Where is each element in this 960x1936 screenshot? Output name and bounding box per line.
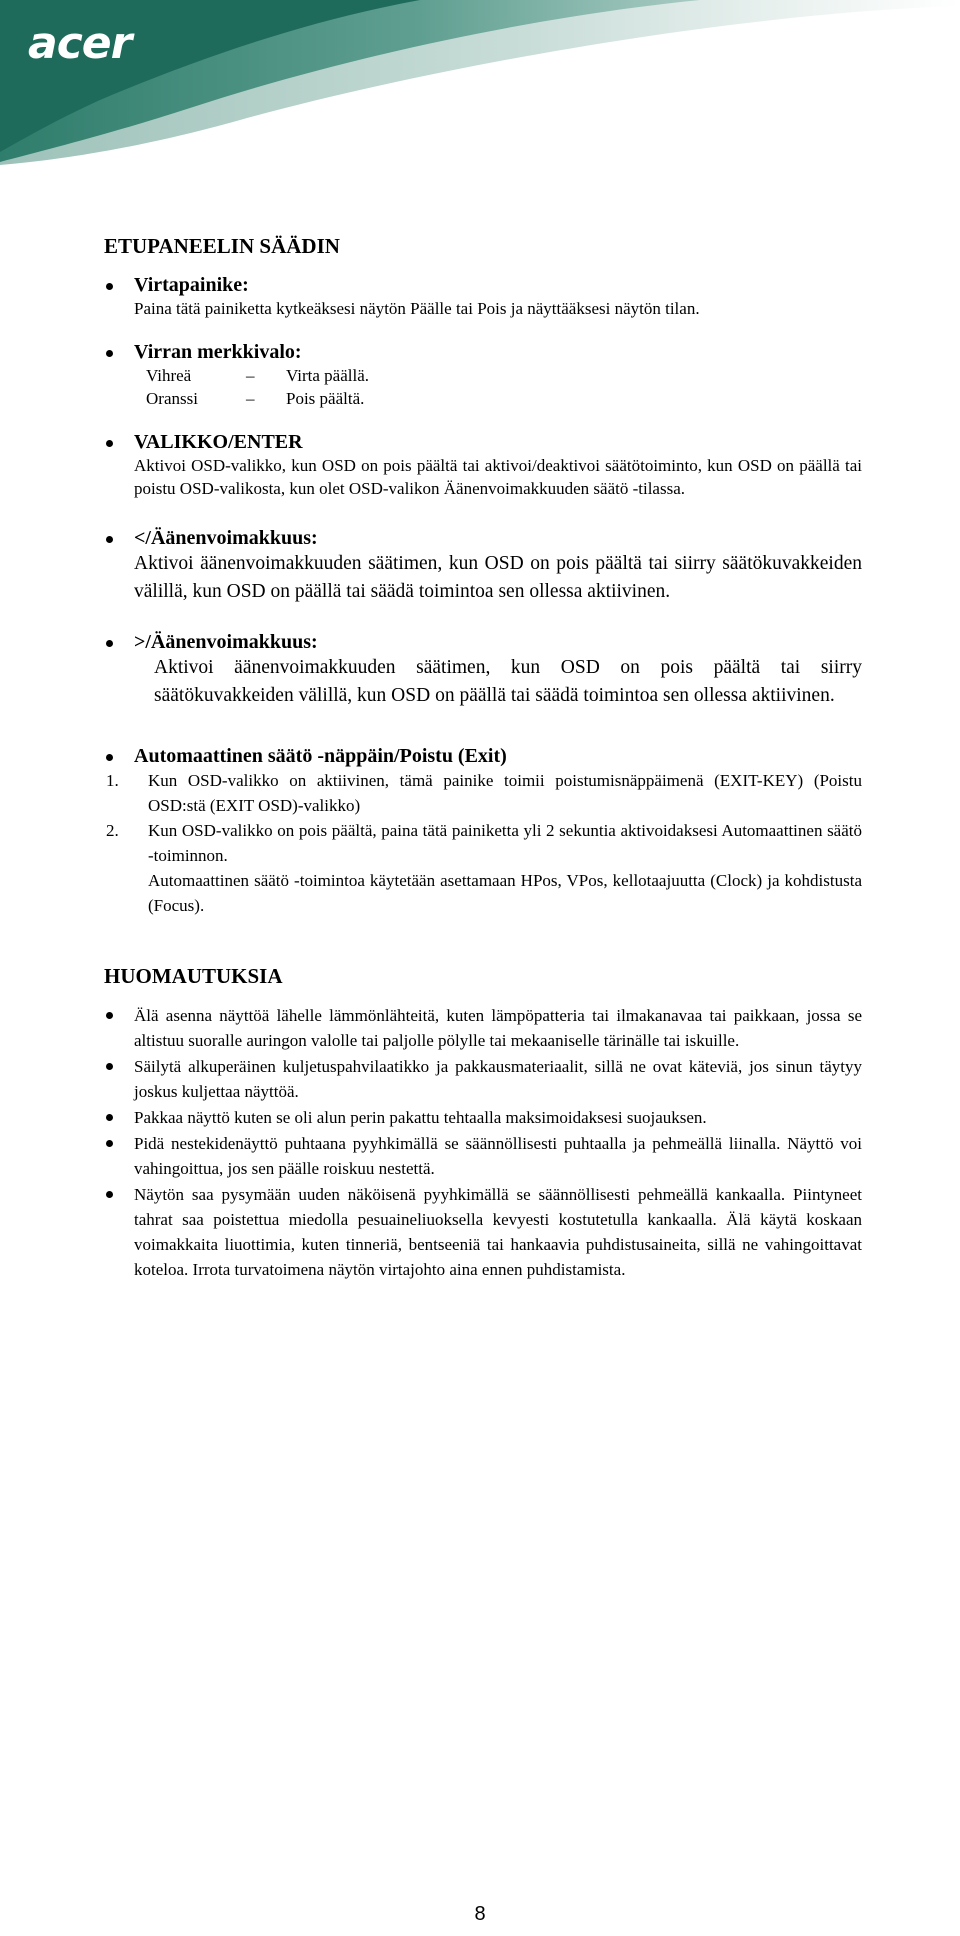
list-number: 2.: [106, 821, 119, 840]
banner-swoosh-graphic: [0, 0, 960, 170]
volume-down-text: Aktivoi äänenvoimakkuuden säätimen, kun OSD on pois päältä tai siirry säätökuvakkeiden välillä, kun OSD on päällä tai säädä toimintoa sen ollessa aktiivinen.: [134, 553, 862, 602]
note-item: Pakkaa näyttö kuten se oli alun perin pakattu tehtaalla maksimoidaksesi suojauksen.: [104, 1105, 862, 1130]
note-item: Säilytä alkuperäinen kuljetuspahvilaatikko ja pakkausmateriaalit, sillä ne ovat käteviä, jos sinun täytyy joskus kuljettaa näyttöä.: [104, 1054, 862, 1104]
page-number: 8: [474, 1903, 486, 1925]
volume-up-item: [104, 630, 862, 710]
section-heading: ETUPANEELIN SÄÄDIN: [104, 234, 340, 258]
note-item: Älä asenna näyttöä lähelle lämmönlähteitä, kuten lämpöpatteria tai ilmakanavaa tai paikkaan, jossa se altistuu suoralle auringon valolle tai paljolle pölylle tai mekaaniselle tärinälle tai iskuille.: [104, 1003, 862, 1053]
notes-heading: HUOMAUTUKSIA: [104, 964, 283, 988]
note-item: Näytön saa pysymään uuden näköisenä pyyhkimällä se säännöllisesti pehmeällä kankaalla. Piintyneet tahrat saa poistettua miedolla pesuaineliuoksella kevyesti kostutetulla kankaalla. Älä käytä koskaan voimakkaita liuottimia, kuten tinneriä, bentseeniä tai hankaavia puhdistusaineita, sillä ne vahingoittavat koteloa. Irrota turvatoimena näytön virtajohto aina ennen puhdistamista.: [104, 1182, 862, 1282]
menu-enter-text: Aktivoi OSD-valikko, kun OSD on pois päältä tai aktivoi/deaktivoi säätötoiminto, kun OSD on päällä tai poistu OSD-valikosta, kun olet OSD-valikon Äänenvoimakkuuden säätö -tilassa.: [134, 456, 862, 498]
led-state: Pois päältä.: [286, 389, 365, 408]
auto-adjust-title: Automaattinen säätö -näppäin/Poistu (Exit): [134, 745, 507, 767]
auto-adjust-item: [104, 744, 862, 768]
power-led-item: [104, 340, 862, 410]
power-button-item: [104, 273, 862, 320]
volume-up-text: Aktivoi äänenvoimakkuuden säätimen, kun OSD on pois päältä tai siirry säätökuvakkeiden välillä, kun OSD on päällä tai säädä toimintoa sen ollessa aktiivinen.: [154, 657, 862, 706]
note-item: Pidä nestekidenäyttö puhtaana pyyhkimällä se säännöllisesti puhtaalla ja pehmeällä liinalla. Näyttö voi vahingoittua, jos sen päälle roiskuu nestettä.: [104, 1131, 862, 1181]
led-state: Virta päällä.: [286, 366, 369, 385]
header-banner: [0, 0, 960, 170]
volume-down-item: [104, 526, 862, 606]
menu-enter-item: [104, 430, 862, 500]
led-dash: –: [246, 366, 255, 385]
auto-adjust-list: [104, 768, 862, 918]
list-text: Kun OSD-valikko on aktiivinen, tämä painike toimii poistumisnäppäimenä (EXIT-KEY) (Poistu OSD:stä (EXIT OSD)-valikko): [148, 771, 862, 815]
power-led-title: Virran merkkivalo:: [134, 341, 302, 363]
list-item: [104, 768, 862, 818]
list-extra-text: Automaattinen säätö -toimintoa käytetään asettamaan HPos, VPos, kellotaajuutta (Clock) ja kohdistusta (Focus).: [148, 871, 862, 915]
power-button-text: Paina tätä painiketta kytkeäksesi näytön Päälle tai Pois ja näyttääksesi näytön tilan.: [134, 299, 700, 318]
volume-down-title: </Äänenvoimakkuus:: [134, 527, 318, 549]
main-content: [104, 234, 862, 1283]
power-button-title: Virtapainike:: [134, 274, 249, 296]
led-dash: –: [246, 389, 255, 408]
list-text: Kun OSD-valikko on pois päältä, paina tätä painiketta yli 2 sekuntia aktivoidaksesi Automaattinen säätö -toiminnon.: [148, 821, 862, 865]
led-color: Oranssi: [146, 389, 198, 408]
led-row: [134, 387, 862, 410]
list-number: 1.: [106, 771, 119, 790]
menu-enter-title: VALIKKO/ENTER: [134, 431, 303, 453]
notes-list: [104, 1003, 862, 1282]
led-row: [134, 364, 862, 387]
acer-logo: acer: [28, 18, 132, 69]
led-color: Vihreä: [146, 366, 192, 385]
list-item: [104, 818, 862, 918]
volume-up-title: >/Äänenvoimakkuus:: [134, 631, 318, 653]
